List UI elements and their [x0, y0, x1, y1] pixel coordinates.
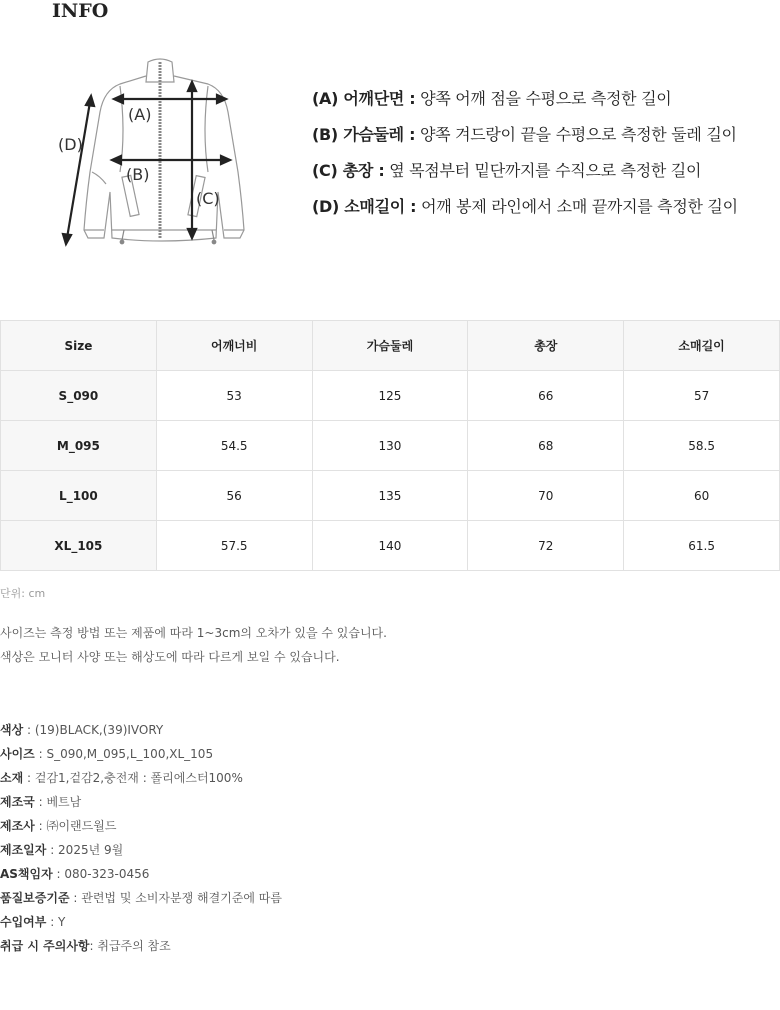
table-row: [1, 421, 780, 471]
note-size-tolerance: 사이즈는 측정 방법 또는 제품에 따라 1~3cm의 오차가 있을 수 있습니다.: [0, 626, 387, 640]
definition-c: (C) 총장 : 옆 목점부터 밑단까지를 수직으로 측정한 길이: [312, 161, 702, 180]
jacket-illustration: [40, 52, 280, 262]
table-row: [1, 371, 780, 421]
table-cell: 66: [468, 371, 624, 421]
table-cell: 130: [312, 421, 468, 471]
spec-row: 제조일자 : 2025년 9월: [0, 843, 124, 857]
table-row: [1, 521, 780, 571]
spec-row: 취급 시 주의사항: 취급주의 참조: [0, 939, 171, 953]
size-cell: XL_105: [1, 521, 157, 571]
jacket-measurement-diagram: [40, 52, 280, 262]
info-title: INFO: [52, 0, 109, 22]
definition-d: (D) 소매길이 : 어깨 봉제 라인에서 소매 끝까지를 측정한 길이: [312, 197, 738, 216]
table-cell: 140: [312, 521, 468, 571]
header-chest: 가슴둘레: [312, 321, 468, 371]
diagram-label-d: (D): [58, 135, 83, 154]
table-cell: 61.5: [624, 521, 780, 571]
table-cell: 56: [156, 471, 312, 521]
measurement-definitions: [312, 88, 738, 232]
spec-row: 제조국 : 베트남: [0, 795, 82, 809]
spec-row: 제조사 : ㈜이랜드월드: [0, 819, 117, 833]
size-cell: S_090: [1, 371, 157, 421]
product-specs: [0, 721, 282, 961]
definition-b: (B) 가슴둘레 : 양쪽 겨드랑이 끝을 수평으로 측정한 둘레 길이: [312, 125, 737, 144]
table-cell: 68: [468, 421, 624, 471]
size-notes: [0, 624, 387, 672]
table-cell: 57.5: [156, 521, 312, 571]
table-cell: 57: [624, 371, 780, 421]
size-table: [0, 320, 780, 571]
spec-row: 사이즈 : S_090,M_095,L_100,XL_105: [0, 747, 214, 761]
table-cell: 60: [624, 471, 780, 521]
size-cell: L_100: [1, 471, 157, 521]
table-row: [1, 471, 780, 521]
size-cell: M_095: [1, 421, 157, 471]
spec-row: 수입여부 : Y: [0, 915, 66, 929]
table-cell: 125: [312, 371, 468, 421]
table-cell: 53: [156, 371, 312, 421]
table-cell: 70: [468, 471, 624, 521]
table-cell: 72: [468, 521, 624, 571]
spec-row: 색상 : (19)BLACK,(39)IVORY: [0, 723, 164, 737]
table-cell: 58.5: [624, 421, 780, 471]
table-cell: 135: [312, 471, 468, 521]
header-sleeve: 소매길이: [624, 321, 780, 371]
header-size: Size: [1, 321, 157, 371]
header-shoulder: 어깨너비: [156, 321, 312, 371]
diagram-label-a: (A): [128, 105, 152, 124]
header-length: 총장: [468, 321, 624, 371]
spec-row: AS책임자 : 080-323-0456: [0, 867, 150, 881]
diagram-label-b: (B): [126, 165, 150, 184]
definition-a: (A) 어깨단면 : 양쪽 어깨 점을 수평으로 측정한 길이: [312, 89, 672, 108]
unit-note: 단위: cm: [0, 587, 46, 600]
spec-row: 소재 : 겉감1,겉감2,충전재 : 폴리에스터100%: [0, 771, 243, 785]
diagram-label-c: (C): [196, 189, 220, 208]
table-header-row: [1, 321, 780, 371]
table-cell: 54.5: [156, 421, 312, 471]
note-color-variance: 색상은 모니터 사양 또는 해상도에 따라 다르게 보일 수 있습니다.: [0, 650, 340, 664]
spec-row: 품질보증기준 : 관련법 및 소비자분쟁 해결기준에 따름: [0, 891, 282, 905]
